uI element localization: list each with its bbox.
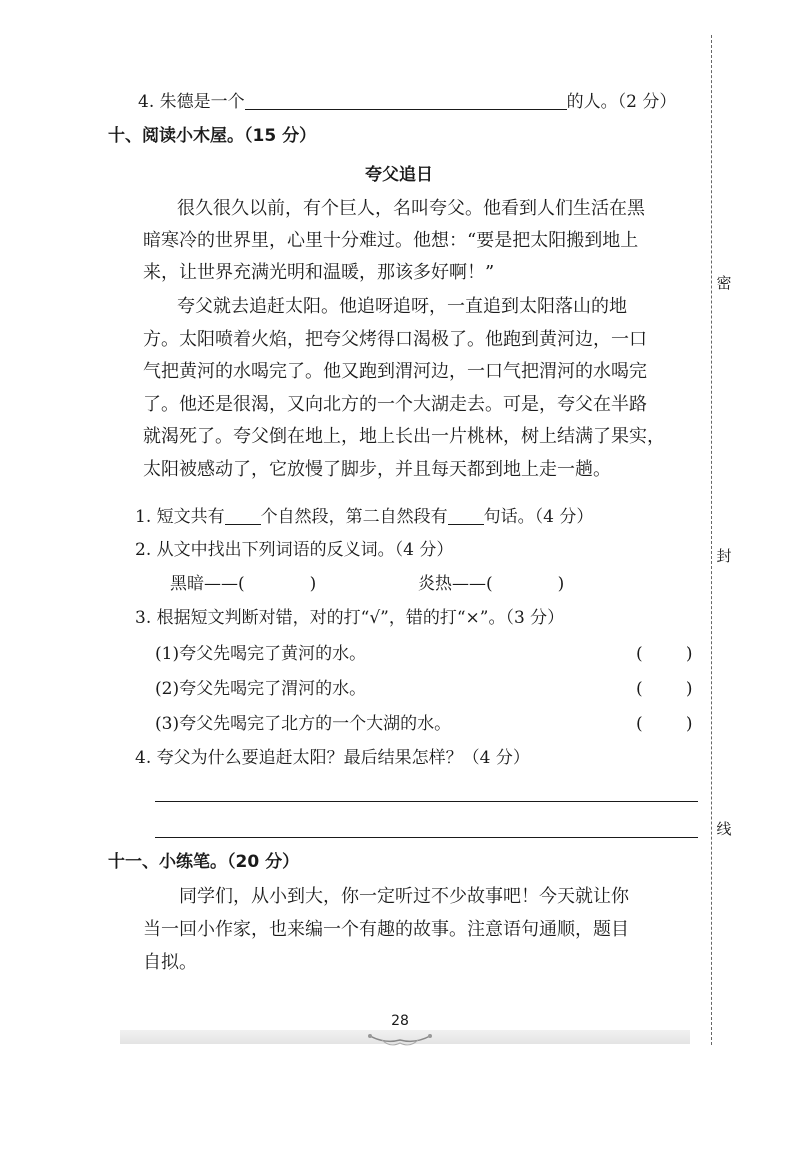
judge-bracket-3[interactable]: ( ) [636, 714, 693, 734]
footer-ornament-icon [360, 1030, 440, 1050]
question-3: 3. 根据短文判断对错，对的打“√”，错的打“×”。（3 分） [135, 608, 565, 628]
antonym-item-2: 炎热——( ) [418, 574, 565, 594]
passage-title: 夸父追日 [365, 165, 433, 185]
judge-item-2: (2)夸父先喝完了渭河的水。 [155, 679, 367, 699]
answer-blank[interactable] [245, 91, 567, 110]
judge-item-3: (3)夸父先喝完了北方的一个大湖的水。 [155, 714, 452, 734]
question-1: 1. 短文共有 个自然段，第二自然段有 句话。（4 分） [135, 507, 594, 527]
prev-question-4: 4. 朱德是一个 的人。（2 分） [138, 92, 677, 112]
section-10-heading: 十、阅读小木屋。（15 分） [108, 126, 317, 146]
answer-blank[interactable] [448, 506, 484, 525]
section-11-heading: 十一、小练笔。（20 分） [108, 852, 300, 872]
paragraph-2: 夸父就去追赶太阳。他追呀追呀，一直追到太阳落山的地 方。太阳喷着火焰，把夸父烤得口渴极了。他跑到黄河边，一口 气把黄河的水喝完了。他又跑到渭河边，一口气把渭河的水喝完 了。他还是很渴，又向北方的一个大湖走去。可是，夸父在半路 就渴死了。夸父倒在地上，地上长出一片桃林，树上结满了果实， 太阳被感动了，它放慢了脚步，并且每天都到地上走一趟。 [143, 296, 665, 480]
judge-item-1: (1)夸父先喝完了黄河的水。 [155, 644, 367, 664]
question-4: 4. 夸父为什么要追赶太阳？最后结果怎样？（4 分） [135, 748, 530, 768]
margin-label-mi: 密 [713, 272, 735, 294]
paragraph-1: 很久很久以前，有个巨人，名叫夸父。他看到人们生活在黑 暗寒冷的世界里，心里十分难过。他想：“要是把太阳搬到地上 来，让世界充满光明和温暖，那该多好啊！” [143, 198, 645, 283]
question-2: 2. 从文中找出下列词语的反义词。（4 分） [135, 540, 454, 560]
answer-line-2[interactable] [155, 837, 698, 838]
answer-line-1[interactable] [155, 801, 698, 802]
judge-bracket-1[interactable]: ( ) [636, 644, 693, 664]
writing-prompt: 同学们，从小到大，你一定听过不少故事吧！今天就让你 当一回小作家，也来编一个有趣的故事。注意语句通顺，题目 自拟。 [143, 886, 629, 973]
page-number: 28 [391, 1013, 409, 1029]
binding-dashed-line [711, 35, 712, 1045]
antonym-item-1: 黑暗——( ) [170, 574, 317, 594]
judge-bracket-2[interactable]: ( ) [636, 679, 693, 699]
answer-blank[interactable] [225, 506, 261, 525]
margin-label-feng: 封 [713, 545, 735, 567]
margin-label-xian: 线 [713, 818, 735, 840]
